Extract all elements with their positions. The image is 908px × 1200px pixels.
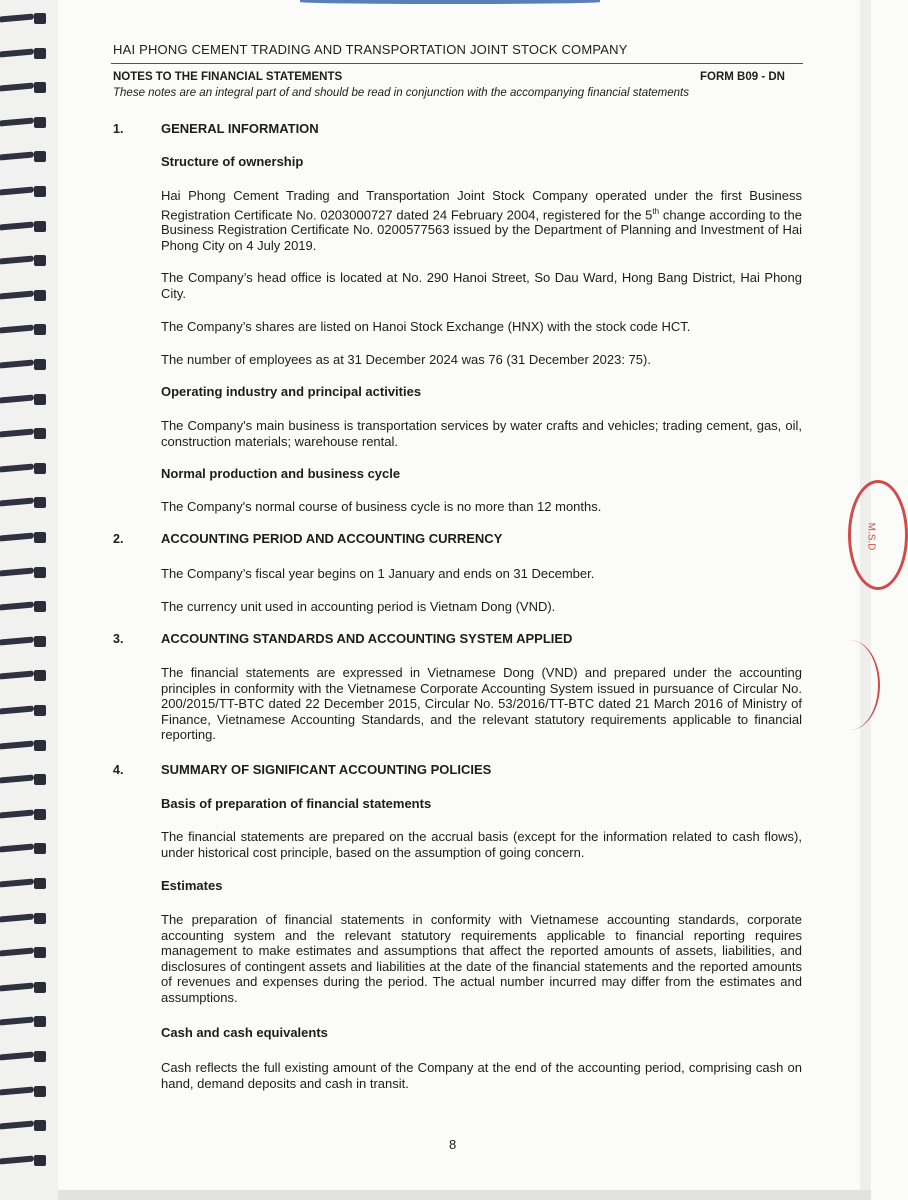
binding-coil <box>0 808 52 822</box>
binding-coil <box>0 427 52 441</box>
coil-wire <box>0 567 34 576</box>
notes-title: NOTES TO THE FINANCIAL STATEMENTS <box>113 71 343 83</box>
subheading: Operating industry and principal activities <box>161 384 422 399</box>
paragraph: The Company’s shares are listed on Hanoi Stock Exchange (HNX) with the stock code HCT. <box>161 319 691 334</box>
binding-coil <box>0 912 52 926</box>
section-title: ACCOUNTING PERIOD AND ACCOUNTING CURRENCY <box>161 531 503 546</box>
paragraph: The financial statements are prepared on the accrual basis (except for the information related to cash flows), under historical cost principle, based on the assumption of going concern. <box>161 829 802 860</box>
coil-wire <box>0 14 34 23</box>
binding-coil <box>0 704 52 718</box>
coil-wire <box>0 844 34 853</box>
paragraph: The preparation of financial statements in conformity with Vietnamese accounting standards, corporate accounting system and the relevant statutory requirements applicable to financial reporting requires management to make estimates and assumptions that affect the reported amounts of assets, liabilities, and disclosures of contingent assets and liabilities at the date of the financial statements and the reported amounts of revenues and expenses during the period. The actual number incurred may differ from the estimates and assumptions. <box>161 912 802 1005</box>
coil-wire <box>0 602 34 611</box>
coil-wire <box>0 879 34 888</box>
section-title: ACCOUNTING STANDARDS AND ACCOUNTING SYSTEM APPLIED <box>161 631 573 646</box>
coil-wire <box>0 360 34 369</box>
coil-wire <box>0 152 34 161</box>
binding-coil <box>0 877 52 891</box>
section-number: 4. <box>113 763 124 777</box>
coil-wire <box>0 429 34 438</box>
binding-coil <box>0 1119 52 1133</box>
binding-coil <box>0 393 52 407</box>
punch-hole <box>34 186 46 197</box>
subheading: Basis of preparation of financial statements <box>161 796 432 811</box>
paragraph: The Company's main business is transportation services by water crafts and vehicles; trading cement, gas, oil, construction materials; warehouse rental. <box>161 418 802 449</box>
punch-hole <box>34 255 46 266</box>
binding-coil <box>0 116 52 130</box>
coil-wire <box>0 982 34 991</box>
coil-wire <box>0 1052 34 1061</box>
binding-coil <box>0 1085 52 1099</box>
page-number: 8 <box>449 1137 457 1152</box>
red-seal-stamp-partial <box>820 640 880 730</box>
page-right-edge <box>860 0 871 1200</box>
punch-hole <box>34 913 46 924</box>
coil-wire <box>0 1086 34 1095</box>
paragraph: The number of employees as at 31 December 2024 was 76 (31 December 2023: 75). <box>161 352 651 367</box>
section-number: 1. <box>113 122 124 136</box>
binding-coil <box>0 47 52 61</box>
paragraph: The financial statements are expressed in Vietnamese Dong (VND) and prepared under the accounting principles in conformity with the Vietnamese Corporate Accounting System issued in pursuance of Circular No. 200/2015/TT-BTC dated 22 December 2015, Circular No. 53/2016/TT-BTC dated 21 March 2016 of Ministry of Finance, Vietnamese Accounting Standards, and the relevant statutory requirements applicable to financial reporting. <box>161 665 802 742</box>
punch-hole <box>34 463 46 474</box>
binding-coil <box>0 1154 52 1168</box>
coil-wire <box>0 636 34 645</box>
punch-hole <box>34 151 46 162</box>
punch-hole <box>34 1086 46 1097</box>
punch-hole <box>34 636 46 647</box>
red-seal-stamp <box>848 480 908 590</box>
binding-coil <box>0 12 52 26</box>
paragraph: The Company’s head office is located at No. 290 Hanoi Street, So Dau Ward, Hong Bang District, Hai Phong City. <box>161 270 802 301</box>
punch-hole <box>34 1051 46 1062</box>
spiral-binding <box>0 0 58 1200</box>
binding-coil <box>0 635 52 649</box>
paragraph: Cash reflects the full existing amount of the Company at the end of the accounting period, comprising cash on hand, demand deposits and cash in transit. <box>161 1060 802 1091</box>
subheading: Normal production and business cycle <box>161 466 401 481</box>
subheading: Cash and cash equivalents <box>161 1025 328 1040</box>
punch-hole <box>34 221 46 232</box>
punch-hole <box>34 982 46 993</box>
coil-wire <box>0 498 34 507</box>
punch-hole <box>34 324 46 335</box>
coil-wire <box>0 706 34 715</box>
coil-wire <box>0 740 34 749</box>
binding-coil <box>0 981 52 995</box>
coil-wire <box>0 775 34 784</box>
punch-hole <box>34 1016 46 1027</box>
coil-wire <box>0 1017 34 1026</box>
binding-coil <box>0 739 52 753</box>
binding-coil <box>0 1050 52 1064</box>
coil-wire <box>0 913 34 922</box>
binding-coil <box>0 1015 52 1029</box>
binding-coil <box>0 462 52 476</box>
page-bottom-edge <box>58 1190 871 1200</box>
ordinal-suffix: th <box>652 206 660 216</box>
binding-coil <box>0 358 52 372</box>
notes-subtitle: These notes are an integral part of and should be read in conjunction with the accompanying financial statements <box>113 87 689 99</box>
paragraph <box>161 188 802 253</box>
company-name: HAI PHONG CEMENT TRADING AND TRANSPORTATION JOINT STOCK COMPANY <box>113 42 628 57</box>
paragraph: The Company’s fiscal year begins on 1 January and ends on 31 December. <box>161 566 595 581</box>
punch-hole <box>34 670 46 681</box>
scan-top-edge <box>300 0 600 4</box>
binding-coil <box>0 669 52 683</box>
punch-hole <box>34 82 46 93</box>
ownership-text-end: change according to the Business Registration Certificate No. 0200577563 issued by the Department of Planning and Investment of Hai Phong City on 4 July 2019. <box>161 206 802 253</box>
binding-coil <box>0 150 52 164</box>
punch-hole <box>34 843 46 854</box>
binding-coil <box>0 566 52 580</box>
punch-hole <box>34 947 46 958</box>
coil-wire <box>0 83 34 92</box>
binding-coil <box>0 323 52 337</box>
coil-wire <box>0 325 34 334</box>
coil-wire <box>0 187 34 196</box>
binding-coil <box>0 531 52 545</box>
subheading: Structure of ownership <box>161 154 304 169</box>
binding-coil <box>0 289 52 303</box>
coil-wire <box>0 290 34 299</box>
coil-wire <box>0 809 34 818</box>
punch-hole <box>34 394 46 405</box>
punch-hole <box>34 1120 46 1131</box>
punch-hole <box>34 48 46 59</box>
punch-hole <box>34 705 46 716</box>
binding-coil <box>0 946 52 960</box>
punch-hole <box>34 567 46 578</box>
header-rule <box>111 63 803 64</box>
binding-coil <box>0 254 52 268</box>
coil-wire <box>0 1155 34 1164</box>
paragraph: The Company's normal course of business cycle is no more than 12 months. <box>161 499 602 514</box>
binding-coil <box>0 496 52 510</box>
binding-coil <box>0 773 52 787</box>
subheading: Estimates <box>161 878 223 893</box>
binding-coil <box>0 185 52 199</box>
punch-hole <box>34 878 46 889</box>
section-number: 2. <box>113 532 124 546</box>
punch-hole <box>34 601 46 612</box>
punch-hole <box>34 809 46 820</box>
punch-hole <box>34 1155 46 1166</box>
binding-coil <box>0 842 52 856</box>
coil-wire <box>0 117 34 126</box>
paragraph: The currency unit used in accounting period is Vietnam Dong (VND). <box>161 599 556 614</box>
coil-wire <box>0 671 34 680</box>
punch-hole <box>34 13 46 24</box>
section-title: GENERAL INFORMATION <box>161 121 319 136</box>
binding-coil <box>0 81 52 95</box>
binding-coil <box>0 600 52 614</box>
form-id: FORM B09 - DN <box>700 71 785 83</box>
binding-coil <box>0 220 52 234</box>
coil-wire <box>0 463 34 472</box>
coil-wire <box>0 1121 34 1130</box>
coil-wire <box>0 948 34 957</box>
punch-hole <box>34 428 46 439</box>
section-number: 3. <box>113 632 124 646</box>
coil-wire <box>0 394 34 403</box>
punch-hole <box>34 359 46 370</box>
section-title: SUMMARY OF SIGNIFICANT ACCOUNTING POLICIES <box>161 762 492 777</box>
punch-hole <box>34 117 46 128</box>
punch-hole <box>34 774 46 785</box>
ownership-text-start: Hai Phong Cement Trading and Transportation Joint Stock Company operated under the first Business Registration Certificate No. 0203000727 dated 24 February 2004, registered for the 5 <box>161 188 802 222</box>
coil-wire <box>0 48 34 57</box>
punch-hole <box>34 290 46 301</box>
coil-wire <box>0 256 34 265</box>
coil-wire <box>0 221 34 230</box>
punch-hole <box>34 497 46 508</box>
punch-hole <box>34 740 46 751</box>
punch-hole <box>34 532 46 543</box>
coil-wire <box>0 533 34 542</box>
seal-text: M.S.D <box>865 522 877 551</box>
